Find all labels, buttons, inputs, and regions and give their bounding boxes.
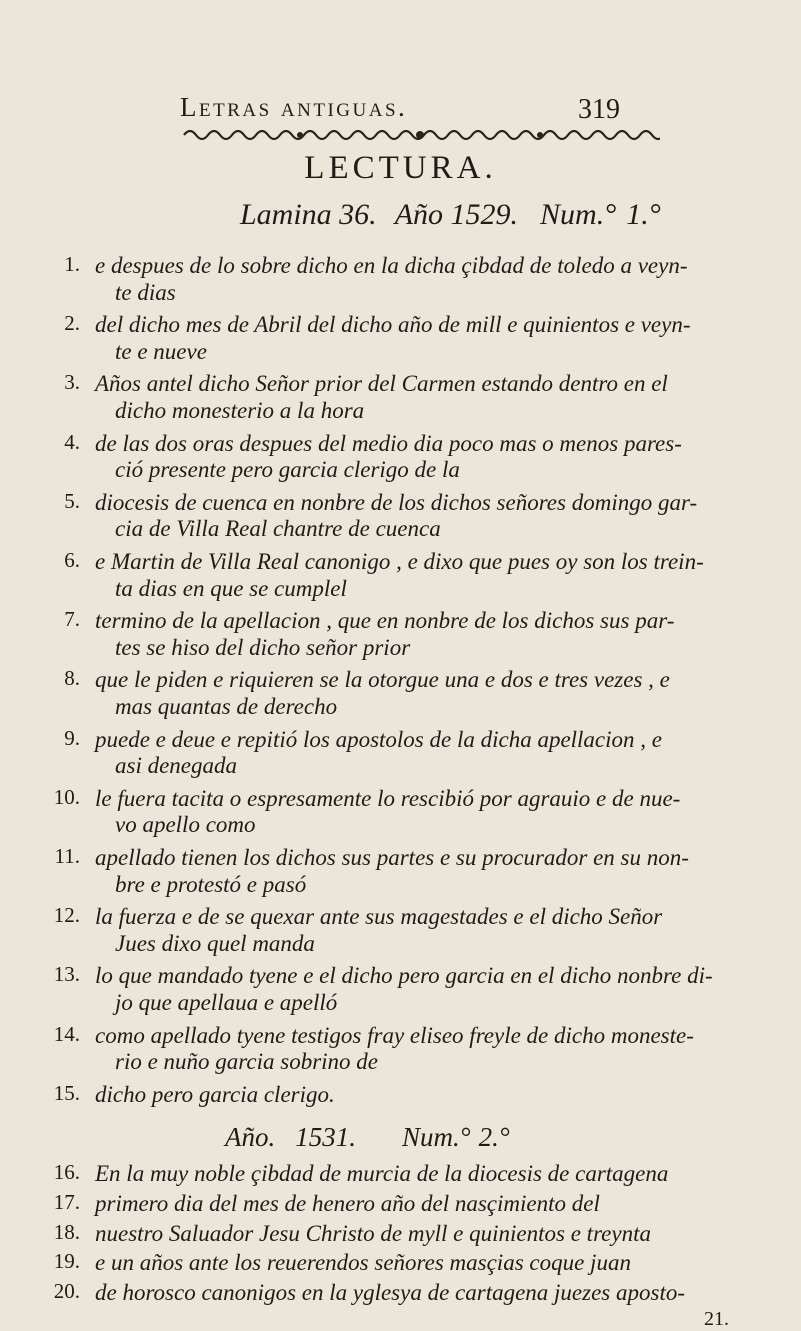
line-text: le fuera tacita o espresamente lo rescibió por agrauio e de nue- [95, 785, 681, 811]
line-text: e despues de lo sobre dicho en la dicha çibdad de toledo a veyn- [95, 253, 688, 278]
line-continuation: dicho monesterio a la hora [115, 397, 365, 423]
plate-num-label: Num.° [540, 198, 617, 231]
line-number: 20. [53, 1278, 80, 1303]
line-continuation: ta dias en que se cumplel [115, 575, 347, 601]
running-head [180, 92, 620, 132]
line-text: lo que mandado tyene e el dicho pero garcia en el dicho nonbre di- [95, 963, 713, 989]
line-number: 9. [64, 725, 80, 750]
plate-label: Lamina 36. [240, 198, 377, 231]
line-number: 1. [64, 252, 80, 276]
plate2-year-label: Año. [225, 1122, 276, 1153]
line-continuation: rio e nuño garcia sobrino de [115, 1049, 378, 1075]
line-number: 3. [64, 370, 80, 395]
line-number: 12. [53, 903, 80, 928]
plate2-num-value: 2.° [478, 1122, 510, 1153]
line-continuation: cia de Villa Real chantre de cuenca [115, 516, 441, 542]
line-continuation: bre e protestó e pasó [115, 871, 307, 897]
line-continuation: mas quantas de derecho [115, 693, 338, 719]
line-continuation: vo apello como [115, 812, 256, 838]
line-number: 18. [53, 1219, 80, 1244]
line-continuation: te dias [115, 279, 176, 305]
line-text: En la muy noble çibdad de murcia de la diocesis de cartagena [95, 1161, 669, 1187]
catchword: 21. [704, 1308, 729, 1331]
plate2-year: 1531. [295, 1122, 356, 1153]
line-number: 13. [53, 962, 80, 987]
line-text: dicho pero garcia clerigo. [95, 1081, 335, 1107]
plate-num-value: 1.° [626, 198, 661, 231]
plate-year: Año 1529. [394, 198, 519, 231]
line-number: 6. [64, 548, 80, 572]
line-number: 15. [53, 1080, 80, 1105]
line-continuation: jo que apellaua e apelló [115, 989, 338, 1015]
line-text: primero dia del mes de henero año del nasçimiento del [95, 1191, 600, 1216]
page-number: 319 [578, 94, 620, 125]
section-title: LECTURA. [304, 150, 497, 186]
line-number: 8. [64, 666, 80, 691]
plate-heading-2 [225, 1122, 510, 1153]
line-continuation: tes se hiso del dicho señor prior [115, 634, 411, 660]
line-continuation: te e nueve [115, 338, 207, 364]
line-continuation: ció presente pero garcia clerigo de la [115, 457, 460, 483]
plate2-num-label: Num.° [402, 1122, 471, 1153]
line-text: de horosco canonigos en la yglesya de cartagena juezes aposto- [95, 1279, 686, 1305]
line-number: 14. [53, 1021, 80, 1046]
line-text: Años antel dicho Señor prior del Carmen estando dentro en el [95, 371, 668, 397]
line-text: e un años ante los reuerendos señores masçias coque juan [95, 1250, 631, 1276]
running-title: Letras antiguas. [180, 92, 408, 122]
line-text: que le piden e riquieren se la otorgue una e dos e tres vezes , e [95, 667, 670, 693]
line-number: 5. [64, 488, 80, 513]
line-number: 19. [53, 1249, 80, 1274]
line-text: puede e deue e repitió los apostolos de la dicha apellacion , e [95, 726, 662, 752]
line-text: la fuerza e de se quexar ante sus magestades e el dicho Señor [95, 904, 663, 930]
line-number: 17. [53, 1190, 80, 1214]
plate-heading [240, 198, 661, 232]
line-text: e Martin de Villa Real canonigo , e dixo que pues oy son los trein- [95, 549, 704, 574]
line-text: termino de la apellacion , que en nonbre de los dichos sus par- [95, 608, 675, 634]
line-number: 7. [64, 607, 80, 632]
line-number: 10. [53, 784, 80, 809]
line-continuation: Jues dixo quel manda [115, 930, 315, 956]
line-text: del dicho mes de Abril del dicho año de mill e quinientos e veyn- [95, 312, 691, 338]
line-text: nuestro Saluador Jesu Christo de myll e quinientos e treynta [95, 1220, 651, 1246]
line-text: como apellado tyene testigos fray eliseo freyle de dicho moneste- [95, 1022, 694, 1048]
line-continuation: asi denegada [115, 753, 238, 779]
line-text: de las dos oras despues del medio dia poco mas o menos pares- [95, 430, 682, 456]
line-number: 2. [64, 311, 80, 336]
line-text: diocesis de cuenca en nonbre de los dichos señores domingo gar- [95, 489, 698, 515]
ornamental-border [180, 127, 660, 143]
line-number: 16. [53, 1160, 80, 1185]
line-number: 4. [64, 429, 80, 454]
line-number: 11. [54, 844, 80, 868]
line-text: apellado tienen los dichos sus partes e su procurador en su non- [95, 845, 689, 870]
